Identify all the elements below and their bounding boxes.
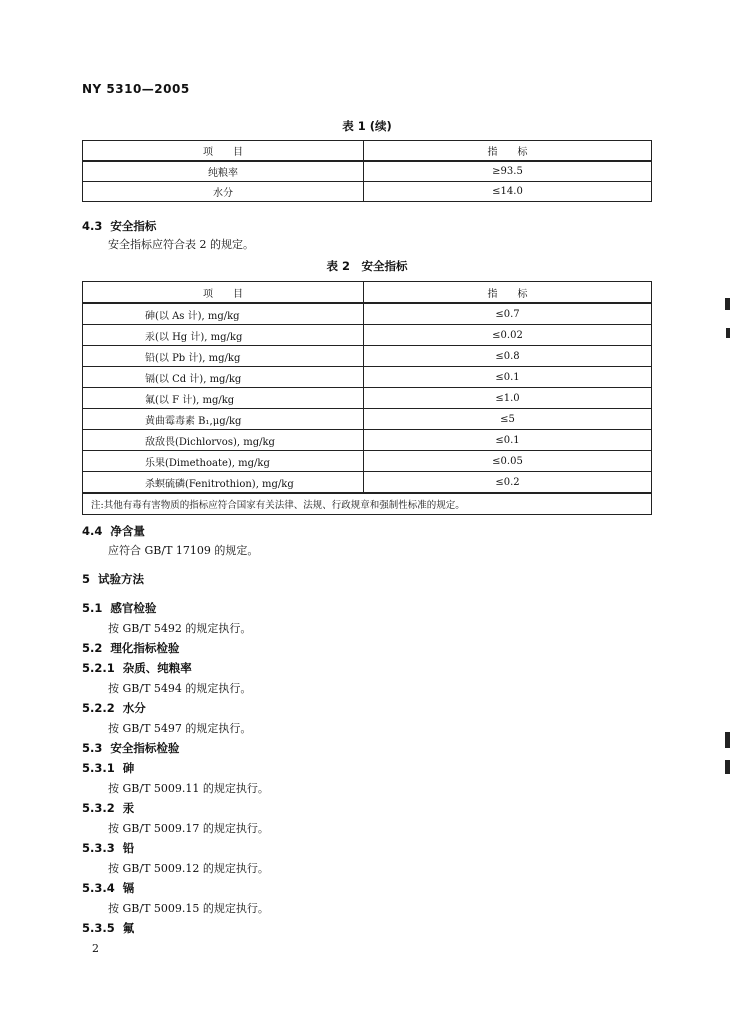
section-title: 试验方法 [98, 572, 145, 586]
section-title: 汞 [122, 801, 135, 815]
section-title: 理化指标检验 [110, 641, 180, 655]
section-number: 5.3.4 [82, 881, 115, 895]
table-row [83, 388, 652, 409]
section-5-1-text: 按 GB/T 5492 的规定执行。 [108, 622, 252, 635]
section-number: 5.3.5 [82, 921, 115, 935]
section-title: 感官检验 [110, 601, 157, 615]
table-row [83, 472, 652, 494]
table2-cell-value: ≤0.2 [364, 472, 652, 494]
scan-artifact [725, 760, 730, 774]
section-4-3-heading [82, 218, 156, 234]
section-title: 安全指标检验 [110, 741, 180, 755]
section-number: 5.3.3 [82, 841, 115, 855]
table2-col-item: 项 目 [83, 282, 364, 304]
section-5-3-3-heading [82, 840, 134, 856]
scan-artifact [725, 298, 730, 310]
table-row [83, 303, 652, 325]
table2-cell-value: ≤0.8 [364, 346, 652, 367]
section-5-3-4-text: 按 GB/T 5009.15 的规定执行。 [108, 902, 269, 915]
table1-cell-item: 纯粮率 [83, 161, 364, 182]
section-4-4-text: 应符合 GB/T 17109 的规定。 [108, 544, 259, 557]
scan-artifact [725, 732, 730, 748]
section-title: 砷 [122, 761, 135, 775]
table-row [83, 451, 652, 472]
table1-col-value: 指 标 [364, 141, 652, 162]
table2-cell-item: 砷(以 As 计), mg/kg [83, 303, 364, 325]
table-row [83, 430, 652, 451]
table2-note: 注:其他有毒有害物质的指标应符合国家有关法律、法规、行政规章和强制性标准的规定。 [83, 493, 652, 515]
table-row [83, 182, 652, 202]
table2-cell-value: ≤5 [364, 409, 652, 430]
section-5-2-heading [82, 640, 179, 656]
table2-col-value: 指 标 [364, 282, 652, 304]
table2-cell-item: 杀螟硫磷(Fenitrothion), mg/kg [83, 472, 364, 494]
table2-cell-item: 敌敌畏(Dichlorvos), mg/kg [83, 430, 364, 451]
table2-cell-item: 铅(以 Pb 计), mg/kg [83, 346, 364, 367]
table2-cell-value: ≤0.05 [364, 451, 652, 472]
section-title: 氟 [122, 921, 135, 935]
section-5-3-5-heading [82, 920, 134, 936]
section-number: 5 [82, 572, 91, 586]
page-number: 2 [92, 942, 99, 955]
section-5-2-2-text: 按 GB/T 5497 的规定执行。 [108, 722, 252, 735]
table2-cell-value: ≤0.7 [364, 303, 652, 325]
section-5-2-2-heading [82, 700, 146, 716]
table2-cell-item: 汞(以 Hg 计), mg/kg [83, 325, 364, 346]
section-title: 水分 [122, 701, 146, 715]
table2-cell-value: ≤1.0 [364, 388, 652, 409]
table-row [83, 325, 652, 346]
section-number: 5.2.1 [82, 661, 115, 675]
section-title: 杂质、纯粮率 [122, 661, 192, 675]
table-row [83, 161, 652, 182]
table1-caption: 表 1 (续) [342, 119, 392, 133]
table2-cell-item: 镉(以 Cd 计), mg/kg [83, 367, 364, 388]
table2-cell-item: 黄曲霉毒素 B₁,μg/kg [83, 409, 364, 430]
section-title: 净含量 [110, 524, 145, 538]
section-number: 5.2 [82, 641, 103, 655]
table2-header-row [83, 282, 652, 304]
section-number: 5.1 [82, 601, 103, 615]
section-4-4-heading [82, 523, 145, 539]
section-5-3-heading [82, 740, 179, 756]
table2-cell-item: 氟(以 F 计), mg/kg [83, 388, 364, 409]
section-5-2-1-text: 按 GB/T 5494 的规定执行。 [108, 682, 252, 695]
table-row [83, 346, 652, 367]
table1-cell-item: 水分 [83, 182, 364, 202]
section-5-3-4-heading [82, 880, 134, 896]
table1-cell-value: ≤14.0 [364, 182, 652, 202]
section-5-3-2-text: 按 GB/T 5009.17 的规定执行。 [108, 822, 269, 835]
section-title: 铅 [122, 841, 135, 855]
section-5-3-1-heading [82, 760, 134, 776]
table2-note-row [83, 493, 652, 515]
table-row [83, 367, 652, 388]
section-number: 5.3.1 [82, 761, 115, 775]
section-5-2-1-heading [82, 660, 192, 676]
section-4-3-text: 安全指标应符合表 2 的规定。 [108, 238, 254, 251]
table1-cell-value: ≥93.5 [364, 161, 652, 182]
table1 [82, 140, 652, 202]
scan-artifact [726, 328, 730, 338]
section-number: 4.3 [82, 219, 103, 233]
section-number: 4.4 [82, 524, 103, 538]
table2 [82, 281, 652, 515]
section-5-1-heading [82, 600, 156, 616]
table2-cell-value: ≤0.02 [364, 325, 652, 346]
table2-cell-value: ≤0.1 [364, 430, 652, 451]
table1-header-row [83, 141, 652, 162]
section-5-heading [82, 571, 144, 587]
section-number: 5.2.2 [82, 701, 115, 715]
table2-cell-value: ≤0.1 [364, 367, 652, 388]
section-title: 镉 [122, 881, 135, 895]
section-title: 安全指标 [110, 219, 157, 233]
section-5-3-3-text: 按 GB/T 5009.12 的规定执行。 [108, 862, 269, 875]
document-header: NY 5310—2005 [82, 82, 190, 96]
table1-col-item: 项 目 [83, 141, 364, 162]
table2-caption: 表 2 安全指标 [326, 259, 408, 273]
section-number: 5.3.2 [82, 801, 115, 815]
table2-cell-item: 乐果(Dimethoate), mg/kg [83, 451, 364, 472]
section-5-3-1-text: 按 GB/T 5009.11 的规定执行。 [108, 782, 269, 795]
section-5-3-2-heading [82, 800, 134, 816]
table-row [83, 409, 652, 430]
section-number: 5.3 [82, 741, 103, 755]
